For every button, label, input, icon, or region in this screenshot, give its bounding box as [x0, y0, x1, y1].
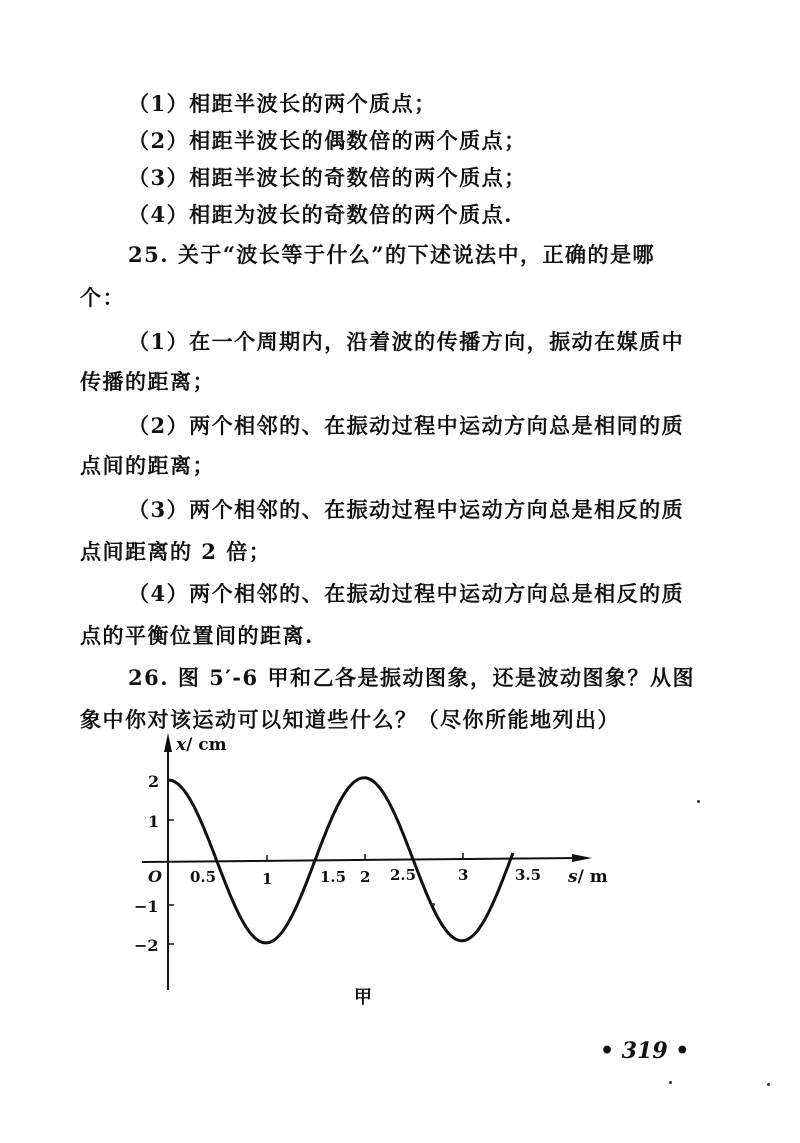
text-line-option-3: （3）相距半波长的奇数倍的两个质点； [128, 165, 527, 190]
svg-text:2.5: 2.5 [390, 866, 417, 884]
text-line-option-2: （2）相距半波长的偶数倍的两个质点； [128, 128, 527, 153]
x-axis-arrow-icon [572, 854, 592, 862]
page-number: • 319 • [600, 1038, 690, 1064]
question-25-cont: 个： [80, 285, 125, 310]
scan-speck [767, 1083, 770, 1086]
svg-text:O: O [148, 867, 162, 886]
x-axis [142, 858, 578, 862]
figure-caption: 甲 [354, 987, 372, 1008]
q25-option-4: （4）两个相邻的、在振动过程中运动方向总是相反的质 [128, 581, 685, 606]
svg-text:1.5: 1.5 [320, 868, 347, 886]
text-line-option-1: （1）相距半波长的两个质点； [128, 91, 437, 116]
q25-option-1-cont: 传播的距离； [80, 369, 215, 394]
svg-text:−2: −2 [134, 936, 159, 955]
svg-text:−1: −1 [134, 897, 159, 916]
scan-speck [432, 903, 435, 906]
q25-option-3: （3）两个相邻的、在振动过程中运动方向总是相反的质 [128, 497, 685, 522]
q25-option-3-cont: 点间距离的 2 倍； [80, 539, 272, 564]
q25-option-4-cont: 点的平衡位置间的距离. [80, 623, 314, 648]
svg-text:3: 3 [458, 866, 469, 884]
svg-text:1: 1 [262, 870, 273, 888]
svg-text:3.5: 3.5 [515, 866, 542, 884]
svg-text:2: 2 [148, 772, 160, 791]
svg-text:s/ m: s/ m [568, 867, 608, 887]
y-axis-arrow-icon [164, 733, 172, 752]
scan-speck [669, 1081, 672, 1084]
axis-labels [134, 735, 608, 955]
q25-option-1: （1）在一个周期内，沿着波的传播方向，振动在媒质中 [128, 329, 685, 354]
svg-text:1: 1 [148, 812, 160, 831]
question-26: 26. 图 5′-6 甲和乙各是振动图象，还是波动图象？从图 [128, 665, 695, 690]
scan-speck [697, 800, 700, 803]
question-25: 25. 关于“波长等于什么”的下述说法中，正确的是哪 [128, 242, 656, 267]
q25-option-2: （2）两个相邻的、在振动过程中运动方向总是相同的质 [128, 413, 685, 438]
question-26-cont: 象中你对该运动可以知道些什么？（尽你所能地列出） [80, 707, 620, 732]
q25-option-2-cont: 点间的距离； [80, 453, 215, 478]
svg-text:2: 2 [360, 868, 371, 886]
text-line-option-4: （4）相距为波长的奇数倍的两个质点. [128, 202, 513, 227]
svg-text:x/ cm: x/ cm [176, 735, 227, 755]
svg-text:0.5: 0.5 [190, 868, 217, 886]
